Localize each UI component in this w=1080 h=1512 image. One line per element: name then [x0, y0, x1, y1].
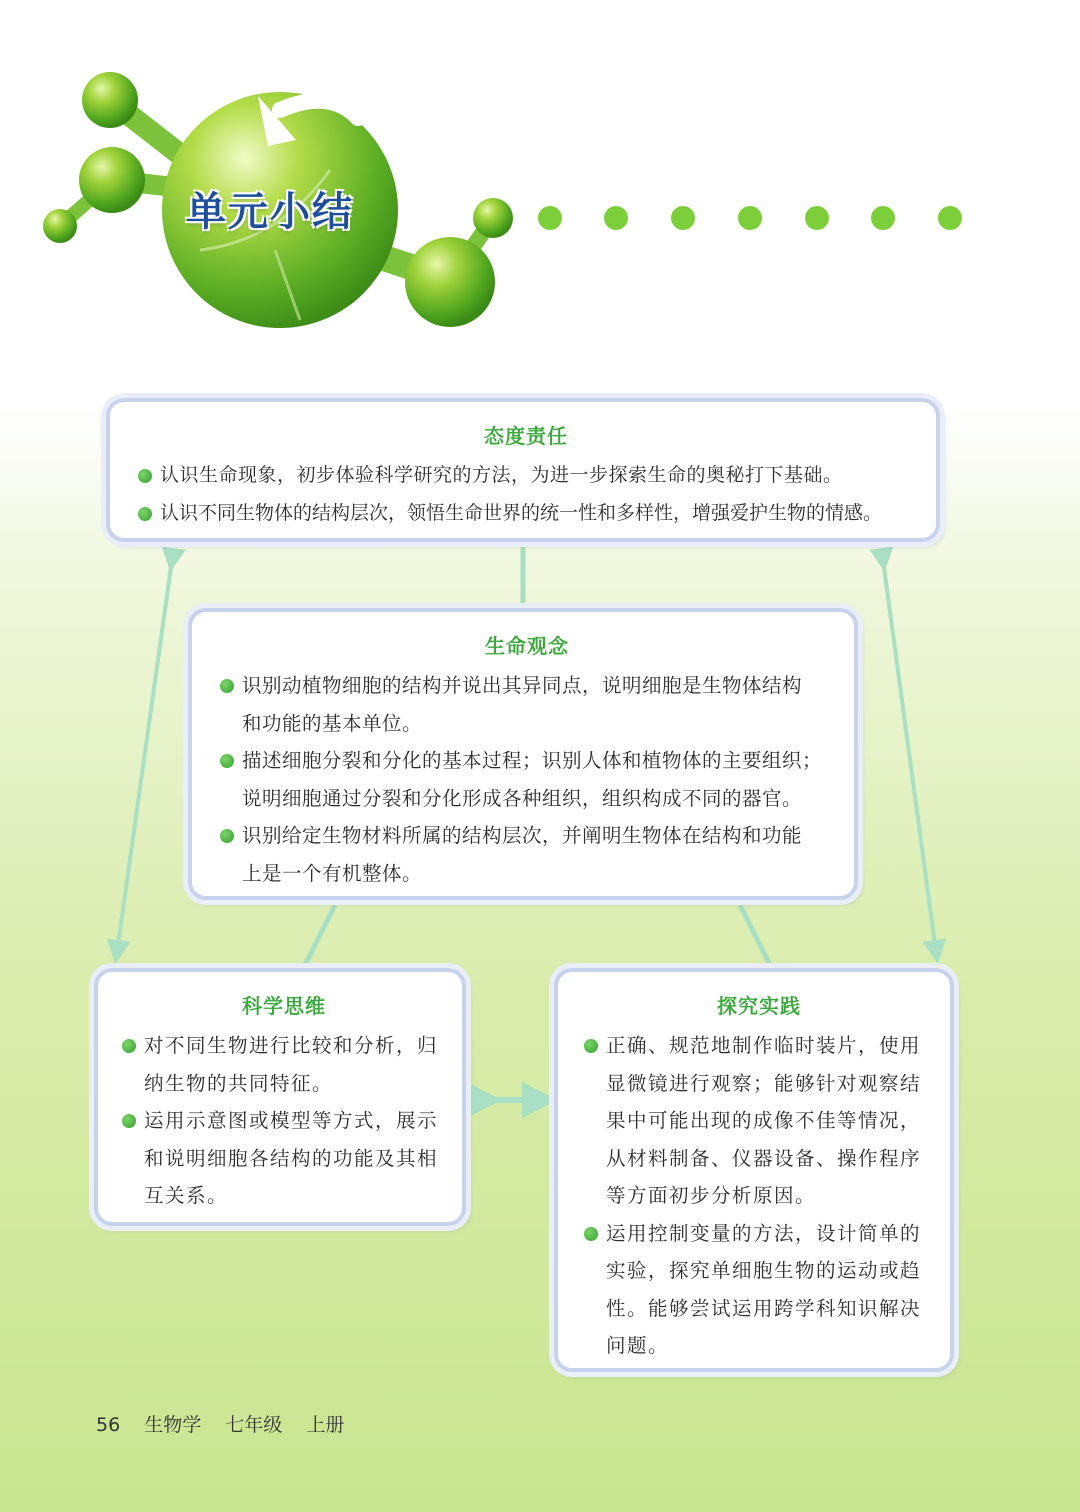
bullet-dot-icon — [122, 1039, 136, 1053]
inquiry-practice-box — [554, 968, 954, 1372]
arrow-right-double — [883, 560, 936, 952]
page-footer — [96, 1410, 362, 1437]
list-item — [134, 495, 918, 533]
list-item-line: 上是一个有机整体。 — [242, 861, 423, 885]
list-item — [134, 457, 918, 495]
bullet-dot-icon — [220, 679, 234, 693]
list-item — [580, 1027, 938, 1215]
list-item-line: 识别动植物细胞的结构并说出其异同点，说明细胞是生物体结构 — [242, 674, 803, 697]
science-thinking-title: 科学思维 — [242, 994, 326, 1018]
list-item-line: 正确、规范地制作临时装片，使用 — [606, 1034, 922, 1057]
life-concept-box — [188, 608, 858, 900]
bullet-dot-icon — [220, 829, 234, 843]
list-item-line: 问题。 — [606, 1334, 670, 1357]
unit-summary-title: 单元小结 — [186, 189, 354, 235]
list-item-line: 和功能的基本单位。 — [242, 711, 423, 735]
list-item-line: 运用控制变量的方法，设计简单的 — [606, 1221, 922, 1245]
list-item-line: 对不同生物进行比较和分析，归 — [144, 1034, 439, 1057]
bullet-dot-icon — [584, 1039, 598, 1053]
bullet-dot-icon — [122, 1114, 136, 1128]
life-concept-title: 生命观念 — [485, 634, 569, 658]
inquiry-practice-title: 探究实践 — [717, 994, 801, 1018]
list-item — [216, 817, 838, 892]
list-item-line: 描述细胞分裂和分化的基本过程；识别人体和植物体的主要组织； — [242, 749, 823, 772]
list-item-line: 和说明细胞各结构的功能及其相 — [144, 1146, 439, 1170]
list-item-line: 互关系。 — [144, 1184, 229, 1207]
list-item-line: 从材料制备、仪器设备、操作程序 — [606, 1146, 922, 1170]
list-item — [580, 1215, 938, 1365]
bullet-dot-icon — [138, 469, 152, 483]
list-item — [216, 742, 838, 817]
list-item-line: 识别给定生物材料所属的结构层次，并阐明生物体在结构和功能 — [242, 824, 803, 847]
list-item-text: 认识不同生物体的结构层次，领悟生命世界的统一性和多样性，增强爱护生物的情感。 — [160, 501, 883, 524]
list-item-line: 果中可能出现的成像不佳等情况， — [606, 1109, 922, 1132]
list-item — [216, 667, 838, 742]
list-item-line: 显微镜进行观察；能够针对观察结 — [606, 1071, 922, 1095]
bullet-dot-icon — [584, 1227, 598, 1241]
list-item-line: 等方面初步分析原因。 — [606, 1184, 817, 1207]
list-item-text: 认识生命现象，初步体验科学研究的方法，为进一步探索生命的奥秘打下基础。 — [160, 464, 843, 486]
book-subject: 生物学 — [144, 1414, 202, 1436]
connector-life-inquiry — [740, 905, 770, 965]
list-item — [118, 1027, 450, 1102]
list-item-line: 说明细胞通过分裂和分化形成各种组织，组织构成不同的器官。 — [242, 786, 803, 810]
list-item-line: 实验，探究单细胞生物的运动或趋 — [606, 1259, 922, 1282]
list-item-line: 纳生物的共同特征。 — [144, 1071, 334, 1095]
book-grade: 七年级 — [225, 1414, 283, 1436]
attitude-responsibility-title: 态度责任 — [484, 424, 568, 448]
list-item-line: 运用示意图或模型等方式，展示 — [144, 1109, 439, 1132]
science-thinking-box — [94, 968, 466, 1226]
arrow-left-double — [117, 560, 172, 952]
list-item — [118, 1102, 450, 1215]
list-item-line: 性。能够尝试运用跨学科知识解决 — [606, 1296, 922, 1320]
attitude-responsibility-box — [106, 398, 940, 542]
page-number: 56 — [96, 1414, 121, 1436]
bullet-dot-icon — [220, 754, 234, 768]
book-volume: 上册 — [306, 1414, 345, 1436]
bullet-dot-icon — [138, 507, 152, 521]
connector-life-thinking — [305, 905, 335, 965]
